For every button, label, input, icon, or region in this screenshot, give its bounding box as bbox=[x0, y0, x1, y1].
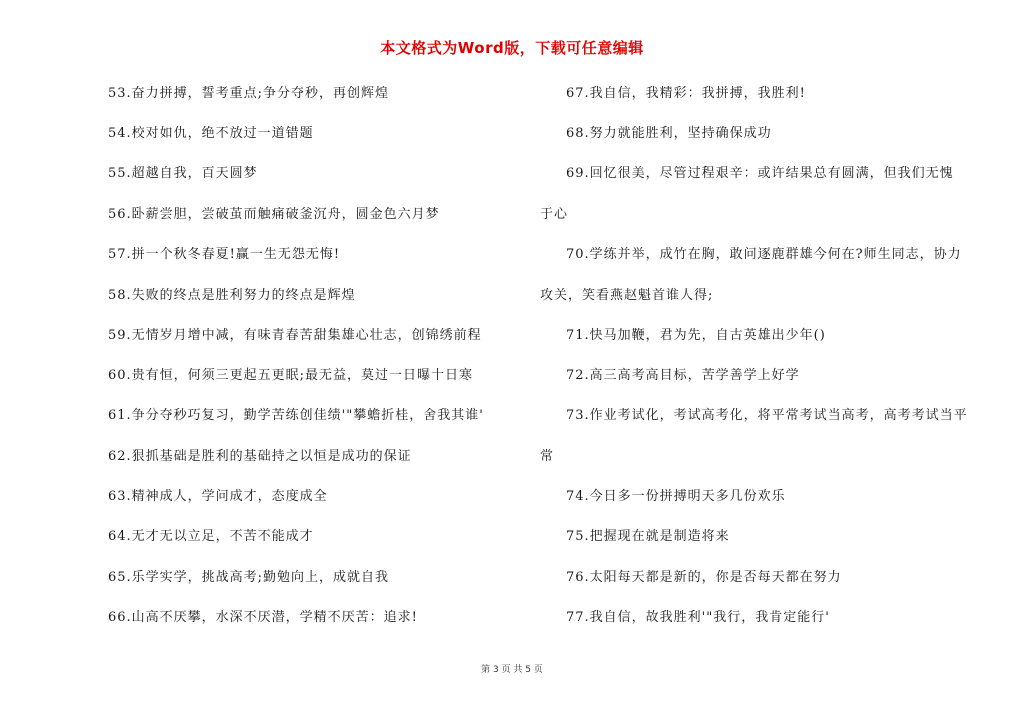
list-item: 68.努力就能胜利，坚持确保成功 bbox=[566, 126, 772, 141]
list-item: 54.校对如仇，绝不放过一道错题 bbox=[108, 126, 314, 141]
list-item: 60.贵有恒，何须三更起五更眠;最无益，莫过一日曝十日寒 bbox=[108, 368, 474, 383]
list-item: 67.我自信，我精彩：我拼搏，我胜利! bbox=[566, 86, 806, 101]
list-item-continuation: 于心 bbox=[540, 207, 569, 222]
document-header: 本文格式为Word版，下载可任意编辑 bbox=[380, 39, 644, 57]
list-item: 70.学练并举，成竹在胸，敢问逐鹿群雄今何在?师生同志，协力 bbox=[566, 247, 962, 262]
list-item: 73.作业考试化，考试高考化，将平常考试当高考，高考考试当平 bbox=[566, 408, 968, 423]
list-item: 57.拼一个秋冬春夏!赢一生无怨无悔! bbox=[108, 247, 341, 262]
list-item: 69.回忆很美，尽管过程艰辛：或许结果总有圆满，但我们无愧 bbox=[566, 166, 954, 181]
list-item: 55.超越自我，百天圆梦 bbox=[108, 166, 258, 181]
list-item: 64.无才无以立足，不苦不能成才 bbox=[108, 529, 314, 544]
list-item: 65.乐学实学，挑战高考;勤勉向上，成就自我 bbox=[108, 570, 390, 585]
list-item: 59.无情岁月增中减，有味青春苦甜集雄心壮志，创锦绣前程 bbox=[108, 328, 482, 343]
list-item-continuation: 攻关，笑看燕赵魁首谁人得; bbox=[540, 288, 714, 303]
list-item: 63.精神成人，学问成才，态度成全 bbox=[108, 489, 328, 504]
list-item: 58.失败的终点是胜利努力的终点是辉煌 bbox=[108, 288, 356, 303]
list-item: 75.把握现在就是制造将来 bbox=[566, 529, 730, 544]
list-item: 61.争分夺秒巧复习，勤学苦练创佳绩'"攀蟾折桂，舍我其谁' bbox=[108, 408, 484, 423]
list-item: 76.太阳每天都是新的，你是否每天都在努力 bbox=[566, 570, 842, 585]
list-item: 77.我自信，故我胜利'"我行，我肯定能行' bbox=[566, 610, 830, 625]
list-item: 74.今日多一份拼搏明天多几份欢乐 bbox=[566, 489, 786, 504]
list-item: 62.狠抓基础是胜利的基础持之以恒是成功的保证 bbox=[108, 449, 412, 464]
list-item: 56.卧薪尝胆，尝破茧而触痛破釜沉舟，圆金色六月梦 bbox=[108, 207, 440, 222]
list-item: 53.奋力拼搏，誓考重点;争分夺秒，再创辉煌 bbox=[108, 86, 390, 101]
list-item: 71.快马加鞭，君为先，自古英雄出少年() bbox=[566, 328, 826, 343]
list-item: 66.山高不厌攀，水深不厌潜，学精不厌苦：追求! bbox=[108, 610, 418, 625]
page-footer: 第 3 页 共 5 页 bbox=[481, 665, 543, 675]
list-item-continuation: 常 bbox=[540, 449, 555, 464]
list-item: 72.高三高考高目标，苦学善学上好学 bbox=[566, 368, 800, 383]
